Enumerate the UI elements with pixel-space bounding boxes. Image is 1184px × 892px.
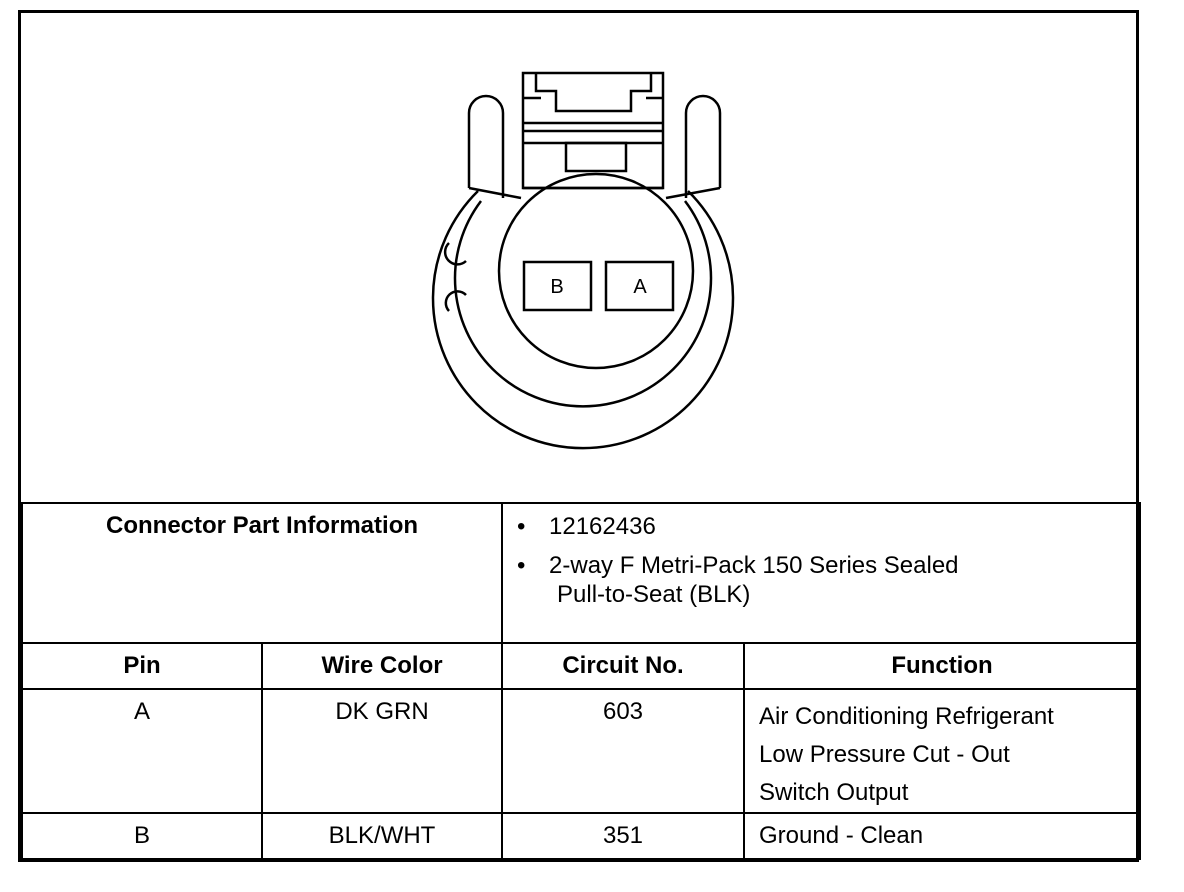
connector-description-line-1: 2-way F Metri-Pack 150 Series Sealed — [549, 552, 959, 579]
function-line: Switch Output — [759, 779, 909, 806]
table-header-row — [22, 643, 1140, 689]
header-wire-color: Wire Color — [262, 643, 502, 689]
bullet: • — [517, 513, 526, 540]
header-function: Function — [744, 643, 1140, 689]
pin-cell: B — [22, 813, 262, 859]
left-latch-arm — [469, 96, 503, 198]
wire-color-cell: BLK/WHT — [262, 813, 502, 859]
right-latch-arm — [686, 96, 720, 198]
pin-cell: A — [22, 689, 262, 813]
diagram-frame — [18, 10, 1139, 862]
function-line: Ground - Clean — [759, 822, 924, 849]
table-row — [22, 813, 1140, 859]
locking-tab — [566, 143, 626, 171]
connector-table — [21, 502, 1141, 860]
circuit-cell: 351 — [502, 813, 744, 859]
table-row — [22, 689, 1140, 813]
part-number: 12162436 — [549, 513, 656, 540]
outer-ring — [433, 191, 733, 448]
cavity-a-label: A — [633, 276, 647, 298]
part-info-label: Connector Part Information — [22, 503, 502, 643]
connector-description — [549, 551, 1139, 609]
connector-face-circle — [499, 174, 693, 368]
header-pin: Pin — [22, 643, 262, 689]
function-line: Low Pressure Cut - Out — [759, 741, 1010, 768]
cavity-b-label: B — [550, 276, 564, 298]
function-cell — [744, 813, 1140, 859]
wire-color-cell: DK GRN — [262, 689, 502, 813]
connector-description-line-2: Pull-to-Seat (BLK) — [557, 581, 751, 608]
circuit-cell: 603 — [502, 689, 744, 813]
connector-description-row — [517, 551, 1139, 609]
part-info-values — [502, 503, 1140, 643]
connector-face-drawing — [21, 13, 1136, 503]
bullet: • — [517, 552, 526, 579]
part-number-row — [517, 512, 1139, 541]
function-cell — [744, 689, 1140, 813]
header-circuit-no: Circuit No. — [502, 643, 744, 689]
function-line: Air Conditioning Refrigerant — [759, 703, 1054, 730]
